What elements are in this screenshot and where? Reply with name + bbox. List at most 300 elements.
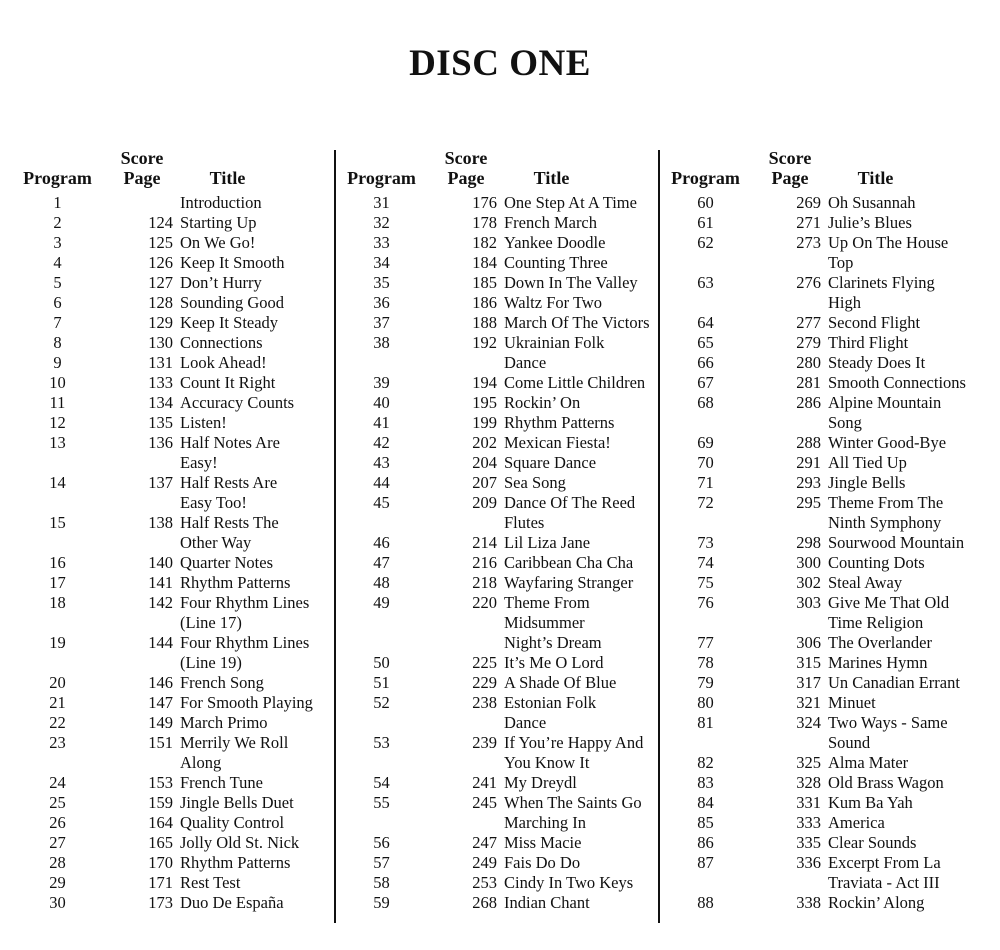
table-row [658,573,983,593]
listing-column-3 [658,148,983,923]
song-title-line: Jingle Bells [828,473,906,492]
score-page: 333 [796,813,821,832]
score-page: 129 [148,313,173,332]
score-page: 295 [796,493,821,512]
program-number: 86 [697,833,714,852]
score-page: 317 [796,673,821,692]
score-page [105,193,175,213]
song-title [499,413,659,433]
song-title-line: Four Rhythm Lines [180,633,310,652]
song-title [823,313,983,333]
song-title-line: Estonian Folk [504,693,597,712]
table-row [10,633,335,673]
score-page: 214 [472,533,497,552]
song-title [175,713,335,733]
program-list [10,193,335,913]
program-number: 13 [49,433,66,452]
song-title-line: Half Rests Are [180,473,278,492]
song-title [823,273,983,313]
program-number: 54 [373,773,390,792]
song-title-line: Keep It Steady [180,313,279,332]
score-page: 280 [796,353,821,372]
table-row [10,853,335,873]
score-page: 321 [796,693,821,712]
program-number: 88 [697,893,714,912]
program-number: 2 [53,213,62,232]
score-page: 151 [148,733,173,752]
table-row [658,653,983,673]
table-row [658,753,983,773]
song-title [823,593,983,633]
table-row [10,813,335,833]
score-page: 338 [796,893,821,912]
song-title-line: Listen! [180,413,227,432]
program-number: 33 [373,233,390,252]
table-row [658,353,983,373]
song-title [499,893,659,913]
song-title [499,793,659,833]
program-number: 30 [49,893,66,912]
score-page: 182 [472,233,497,252]
program-number: 12 [49,413,66,432]
song-title [823,393,983,433]
program-number: 14 [49,473,66,492]
score-page: 184 [472,253,497,272]
song-title-line: Sourwood Mountain [828,533,965,552]
table-row [10,433,335,473]
score-page: 170 [148,853,173,872]
score-page: 218 [472,573,497,592]
song-title [175,373,335,393]
song-title [175,233,335,253]
program-number: 4 [53,253,62,272]
song-title-line: Dance [504,713,547,732]
program-number: 5 [53,273,62,292]
table-row [658,233,983,273]
song-title-line: Midsummer [504,613,585,632]
table-row [334,233,659,253]
table-row [334,433,659,453]
song-title [823,433,983,453]
program-number: 56 [373,833,390,852]
program-number: 77 [697,633,714,652]
song-title [499,273,659,293]
song-title [499,453,659,473]
table-row [10,593,335,633]
table-row [658,433,983,453]
song-title-line: Connections [180,333,263,352]
header-page: Page [447,168,485,188]
song-title [499,673,659,693]
table-row [658,213,983,233]
song-title-line: Third Flight [828,333,909,352]
program-number: 64 [697,313,714,332]
song-title-line: Square Dance [504,453,597,472]
song-title [499,653,659,673]
score-page: 171 [148,873,173,892]
song-title [499,213,659,233]
score-page: 188 [472,313,497,332]
program-number: 48 [373,573,390,592]
program-number: 51 [373,673,390,692]
score-page: 194 [472,373,497,392]
table-row [10,253,335,273]
score-page: 144 [148,633,173,652]
score-page: 185 [472,273,497,292]
score-page: 131 [148,353,173,372]
program-number: 44 [373,473,390,492]
song-title [499,393,659,413]
song-title [823,233,983,273]
table-row [658,273,983,313]
score-page: 125 [148,233,173,252]
song-title-line: Traviata - Act III [828,873,940,892]
song-title-line: March Of The Victors [504,313,650,332]
program-number: 76 [697,593,714,612]
song-title-line: Accuracy Counts [180,393,295,412]
song-title [499,773,659,793]
song-title [175,793,335,813]
score-page: 195 [472,393,497,412]
table-row [334,573,659,593]
song-title-line: High [828,293,861,312]
program-number: 71 [697,473,714,492]
song-title [175,353,335,373]
score-page: 173 [148,893,173,912]
song-title-line: A Shade Of Blue [504,673,617,692]
song-title [823,193,983,213]
program-number: 11 [49,393,66,412]
table-row [334,893,659,913]
program-number: 70 [697,453,714,472]
song-title-line: Oh Susannah [828,193,916,212]
table-row [334,693,659,733]
song-title [175,333,335,353]
song-title [175,813,335,833]
song-title [823,793,983,813]
table-row [334,253,659,273]
song-title-line: Clarinets Flying [828,273,935,292]
score-page: 137 [148,473,173,492]
song-title [499,433,659,453]
song-title-line: Quality Control [180,813,285,832]
score-page: 302 [796,573,821,592]
table-row [658,893,983,913]
score-page: 146 [148,673,173,692]
score-page: 293 [796,473,821,492]
song-title [823,373,983,393]
table-row [10,333,335,353]
song-title [175,413,335,433]
score-page: 178 [472,213,497,232]
program-number: 20 [49,673,66,692]
song-title-line: Fais Do Do [504,853,581,872]
song-title-line: Rhythm Patterns [504,413,615,432]
score-page: 331 [796,793,821,812]
song-title [823,853,983,893]
song-title-line: Up On The House [828,233,949,252]
table-row [10,373,335,393]
song-title [823,353,983,373]
program-number: 42 [373,433,390,452]
song-title-line: Wayfaring Stranger [504,573,634,592]
program-number: 53 [373,733,390,752]
song-title-line: Half Notes Are [180,433,280,452]
song-title [175,313,335,333]
table-row [334,293,659,313]
song-title-line: Lil Liza Jane [504,533,591,552]
program-number: 62 [697,233,714,252]
score-page: 136 [148,433,173,452]
song-title-line: Starting Up [180,213,257,232]
score-page: 126 [148,253,173,272]
header-score: Score [120,148,164,168]
table-row [334,313,659,333]
song-title-line: Jolly Old St. Nick [180,833,300,852]
score-page: 306 [796,633,821,652]
song-title-line: Ukrainian Folk [504,333,605,352]
program-number: 41 [373,413,390,432]
header-page: Page [771,168,809,188]
song-title-line: Old Brass Wagon [828,773,944,792]
song-title-line: Ninth Symphony [828,513,942,532]
score-page: 192 [472,333,497,352]
song-title-line: Along [180,753,222,772]
program-number: 65 [697,333,714,352]
program-number: 9 [53,353,62,372]
song-title-line: March Primo [180,713,268,732]
table-row [10,673,335,693]
score-page: 199 [472,413,497,432]
song-title-line: Smooth Connections [828,373,966,392]
score-page: 204 [472,453,497,472]
song-title [175,193,335,213]
table-row [10,393,335,413]
song-title-line: Merrily We Roll [180,733,289,752]
song-title-line: Duo De España [180,893,284,912]
score-page: 277 [796,313,821,332]
header-program: Program [23,168,92,188]
score-page: 138 [148,513,173,532]
header-title: Title [209,168,246,188]
program-number: 85 [697,813,714,832]
song-title-line: All Tied Up [828,453,907,472]
table-row [334,873,659,893]
program-number: 26 [49,813,66,832]
song-title-line: Look Ahead! [180,353,267,372]
score-page: 229 [472,673,497,692]
program-number: 6 [53,293,62,312]
header-score: Score [768,148,812,168]
song-title-line: Mexican Fiesta! [504,433,611,452]
song-title [499,853,659,873]
program-list [658,193,983,913]
song-title [175,593,335,633]
song-title [175,873,335,893]
table-row [334,833,659,853]
header-score: Score [444,148,488,168]
song-title [499,333,659,373]
song-title-line: You Know It [504,753,590,772]
song-title [499,253,659,273]
table-row [10,793,335,813]
score-page: 128 [148,293,173,312]
song-title [175,773,335,793]
program-number: 72 [697,493,714,512]
header-page: Page [123,168,161,188]
program-number: 40 [373,393,390,412]
program-number: 74 [697,553,714,572]
song-title-line: For Smooth Playing [180,693,313,712]
score-page: 135 [148,413,173,432]
song-title [823,713,983,753]
table-row [658,853,983,893]
program-number: 83 [697,773,714,792]
score-page: 142 [148,593,173,612]
table-row [10,413,335,433]
program-number: 35 [373,273,390,292]
score-page: 269 [796,193,821,212]
score-page: 268 [472,893,497,912]
table-row [10,713,335,733]
song-title [499,833,659,853]
score-page: 225 [472,653,497,672]
song-title-line: (Line 19) [180,653,242,672]
table-row [658,493,983,533]
song-title-line: Theme From The [828,493,944,512]
program-number: 52 [373,693,390,712]
score-page: 164 [148,813,173,832]
program-number: 10 [49,373,66,392]
program-number: 59 [373,893,390,912]
song-title-line: Dance Of The Reed [504,493,636,512]
table-row [658,553,983,573]
program-number: 46 [373,533,390,552]
header-program: Program [347,168,416,188]
program-number: 27 [49,833,66,852]
song-title-line: America [828,813,885,832]
program-number: 22 [49,713,66,732]
song-title-line: Kum Ba Yah [828,793,913,812]
song-title-line: On We Go! [180,233,256,252]
song-title-line: Rockin’ On [504,393,581,412]
program-number: 58 [373,873,390,892]
score-page: 288 [796,433,821,452]
song-title-line: Half Rests The [180,513,279,532]
program-number: 84 [697,793,714,812]
program-number: 73 [697,533,714,552]
song-title-line: Two Ways - Same [828,713,948,732]
table-row [658,453,983,473]
page-title: DISC ONE [409,43,591,84]
score-page: 281 [796,373,821,392]
song-title-line: If You’re Happy And [504,733,644,752]
song-title-line: Give Me That Old [828,593,950,612]
song-title-line: Quarter Notes [180,553,274,572]
song-title [175,513,335,553]
score-page: 291 [796,453,821,472]
program-number: 47 [373,553,390,572]
song-title-line: My Dreydl [504,773,577,792]
program-number: 24 [49,773,66,792]
song-title [499,193,659,213]
song-title-line: Steal Away [828,573,903,592]
program-number: 18 [49,593,66,612]
song-title-line: Count It Right [180,373,276,392]
program-number: 79 [697,673,714,692]
program-list [334,193,659,913]
table-row [658,373,983,393]
table-row [10,233,335,253]
song-title-line: Dance [504,353,547,372]
song-title-line: Time Religion [828,613,924,632]
song-title [175,833,335,853]
song-title-line: Minuet [828,693,876,712]
song-title-line: Rhythm Patterns [180,573,291,592]
program-number: 78 [697,653,714,672]
song-title [175,213,335,233]
program-number: 45 [373,493,390,512]
program-number: 57 [373,853,390,872]
song-title [175,433,335,473]
program-number: 69 [697,433,714,452]
song-title [499,873,659,893]
table-row [658,593,983,633]
table-row [658,313,983,333]
program-number: 60 [697,193,714,212]
song-title-line: Alpine Mountain [828,393,942,412]
score-page: 271 [796,213,821,232]
song-title [175,253,335,273]
table-row [10,193,335,213]
song-title-line: Night’s Dream [504,633,602,652]
song-title-line: The Overlander [828,633,932,652]
song-title-line: Alma Mater [828,753,909,772]
song-title [823,493,983,533]
table-row [334,733,659,773]
table-row [658,473,983,493]
song-title-line: Rest Test [180,873,241,892]
score-page: 176 [472,193,497,212]
song-title-line: Winter Good-Bye [828,433,947,452]
score-page: 238 [472,693,497,712]
program-number: 28 [49,853,66,872]
table-row [658,693,983,713]
table-row [334,593,659,653]
song-title-line: Theme From [504,593,590,612]
program-number: 37 [373,313,390,332]
table-row [658,713,983,753]
score-page: 216 [472,553,497,572]
listing-column-2 [334,148,659,923]
table-row [10,293,335,313]
score-page: 124 [148,213,173,232]
table-row [10,513,335,553]
song-title [823,753,983,773]
program-number: 63 [697,273,714,292]
song-title-line: (Line 17) [180,613,242,632]
header-program: Program [671,168,740,188]
table-row [10,833,335,853]
program-number: 61 [697,213,714,232]
score-page: 220 [472,593,497,612]
table-row [334,193,659,213]
song-title-line: Indian Chant [504,893,590,912]
score-page: 241 [472,773,497,792]
score-page: 325 [796,753,821,772]
song-title-line: Sea Song [504,473,566,492]
score-page: 153 [148,773,173,792]
